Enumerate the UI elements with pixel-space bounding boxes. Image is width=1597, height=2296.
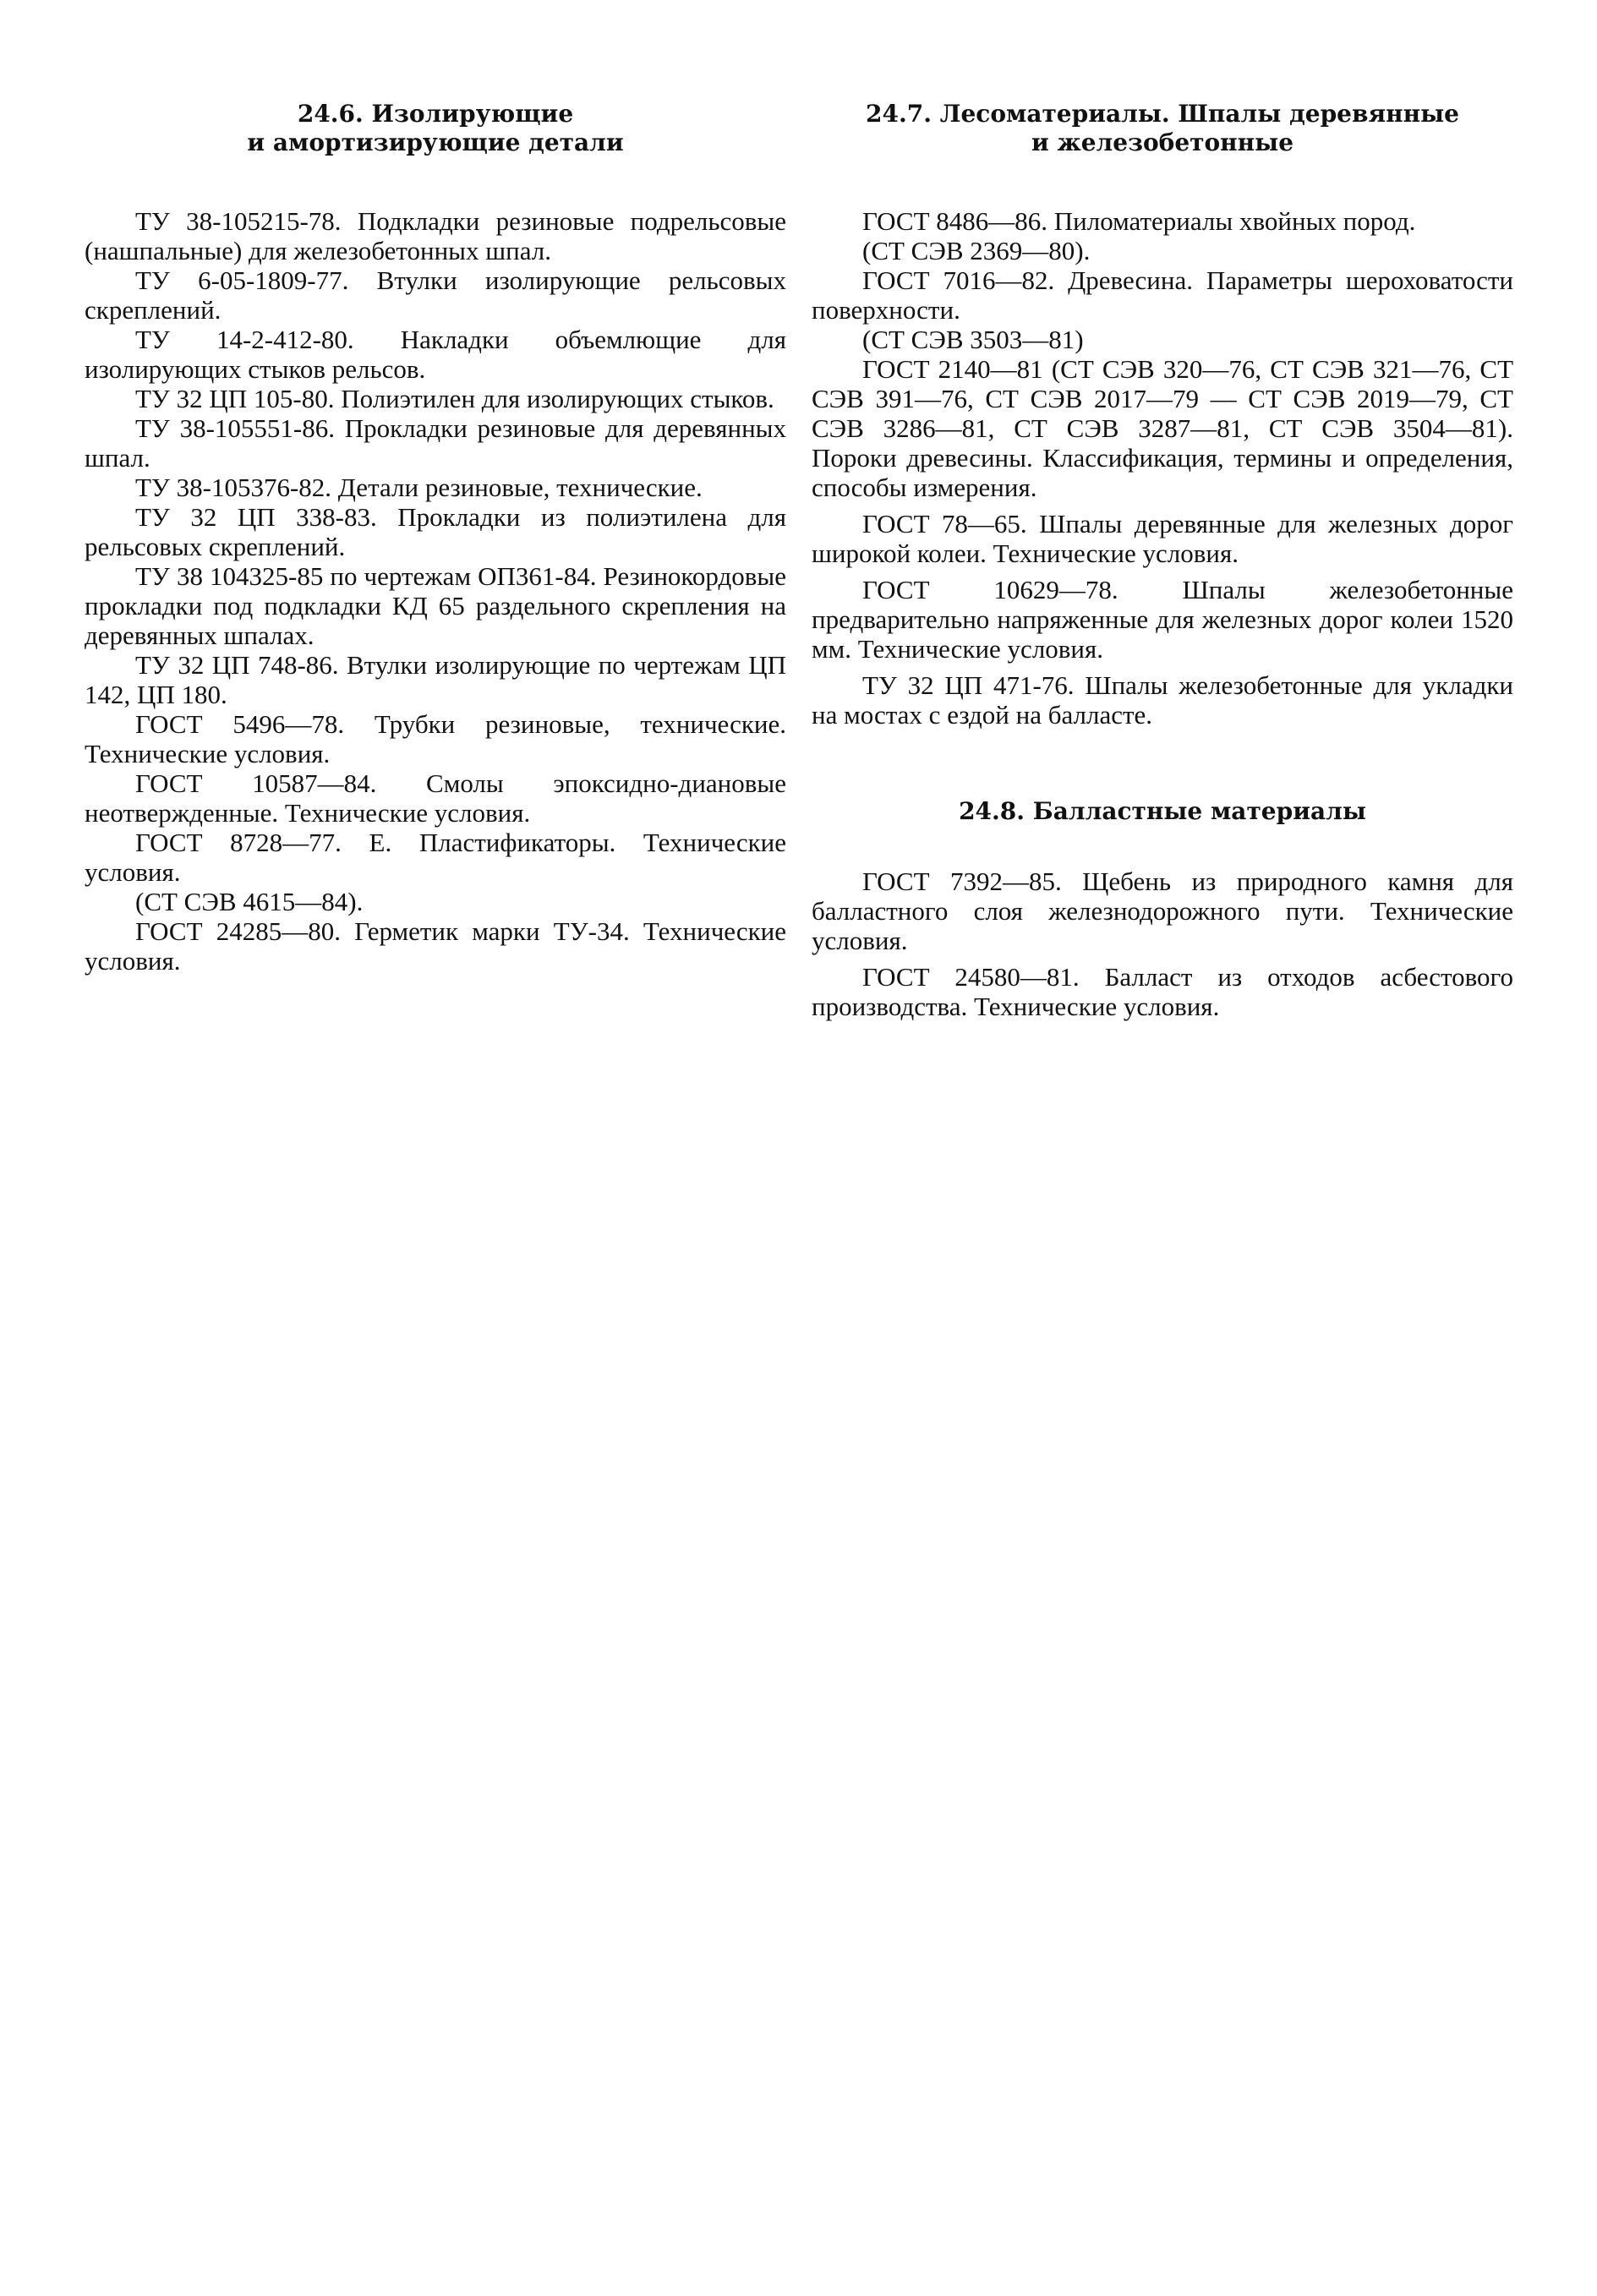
list-item: (СТ СЭВ 2369—80). — [862, 236, 1091, 265]
section-24-8 — [812, 797, 1513, 1021]
section-title: 24.8. Балластные материалы — [959, 797, 1366, 825]
list-item: ГОСТ 24285—80. Герметик марки ТУ-34. Технические условия. — [85, 916, 786, 976]
list-item: ГОСТ 7392—85. Щебень из природного камня для балластного слоя железнодорожного пути. Технические условия. — [812, 866, 1513, 955]
list-item: (СТ СЭВ 4615—84). — [135, 887, 364, 916]
section-24-6 — [85, 100, 786, 976]
entries-list — [85, 206, 786, 976]
list-item: ГОСТ 2140—81 (СТ СЭВ 320—76, СТ СЭВ 321—76, СТ СЭВ 391—76, СТ СЭВ 2017—79 — СТ СЭВ 2019—79, СТ СЭВ 3286—81, СТ СЭВ 3287—81, СТ СЭВ 3504—81). Пороки древесины. Классификация, термины и определения, способы измерения. — [812, 354, 1513, 502]
list-item: ТУ 38-105551-86. Прокладки резиновые для деревянных шпал. — [85, 413, 786, 473]
list-item: ТУ 32 ЦП 471-76. Шпалы железобетонные для укладки на мостах с ездой на балласте. — [812, 670, 1513, 730]
list-item: ТУ 38-105376-82. Детали резиновые, технические. — [135, 473, 703, 502]
list-item: ТУ 14-2-412-80. Накладки объемлющие для изолирующих стыков рельсов. — [85, 325, 786, 384]
list-item: ТУ 38-105215-78. Подкладки резиновые подрельсовые (нашпальные) для железобетонных шпал. — [85, 206, 786, 265]
left-column — [85, 100, 786, 1026]
entries-list — [812, 206, 1513, 730]
list-item: ГОСТ 24580—81. Балласт из отходов асбестового производства. Технические условия. — [812, 962, 1513, 1021]
section-title: 24.7. Лесоматериалы. Шпалы деревянные и железобетонные — [866, 100, 1459, 156]
list-item: (СТ СЭВ 3503—81) — [862, 325, 1084, 354]
right-column — [812, 100, 1513, 1072]
list-item: ГОСТ 10587—84. Смолы эпоксидно-диановые неотвержденные. Технические условия. — [85, 768, 786, 828]
list-item: ГОСТ 8486—86. Пиломатериалы хвойных пород. — [862, 206, 1416, 236]
entries-list — [812, 866, 1513, 1021]
list-item: ГОСТ 78—65. Шпалы деревянные для железных дорог широкой колеи. Технические условия. — [812, 509, 1513, 568]
list-item: ТУ 32 ЦП 105-80. Полиэтилен для изолирующих стыков. — [135, 384, 774, 413]
list-item: ТУ 32 ЦП 338-83. Прокладки из полиэтилена для рельсовых скреплений. — [85, 502, 786, 561]
list-item: ГОСТ 10629—78. Шпалы железобетонные предварительно напряженные для железных дорог колеи 1520 мм. Технические условия. — [812, 575, 1513, 664]
list-item: ТУ 6-05-1809-77. Втулки изолирующие рельсовых скреплений. — [85, 265, 786, 325]
list-item: ГОСТ 7016—82. Древесина. Параметры шероховатости поверхности. — [812, 265, 1513, 325]
list-item: ТУ 38 104325-85 по чертежам ОП361-84. Резинокордовые прокладки под подкладки КД 65 раздельного скрепления на деревянных шпалах. — [85, 561, 786, 650]
section-title: 24.6. Изолирующие и амортизирующие детали — [247, 100, 624, 156]
list-item: ГОСТ 5496—78. Трубки резиновые, технические. Технические условия. — [85, 709, 786, 768]
list-item: ТУ 32 ЦП 748-86. Втулки изолирующие по чертежам ЦП 142, ЦП 180. — [85, 650, 786, 709]
list-item: ГОСТ 8728—77. Е. Пластификаторы. Технические условия. — [85, 828, 786, 887]
section-24-7 — [812, 100, 1513, 730]
